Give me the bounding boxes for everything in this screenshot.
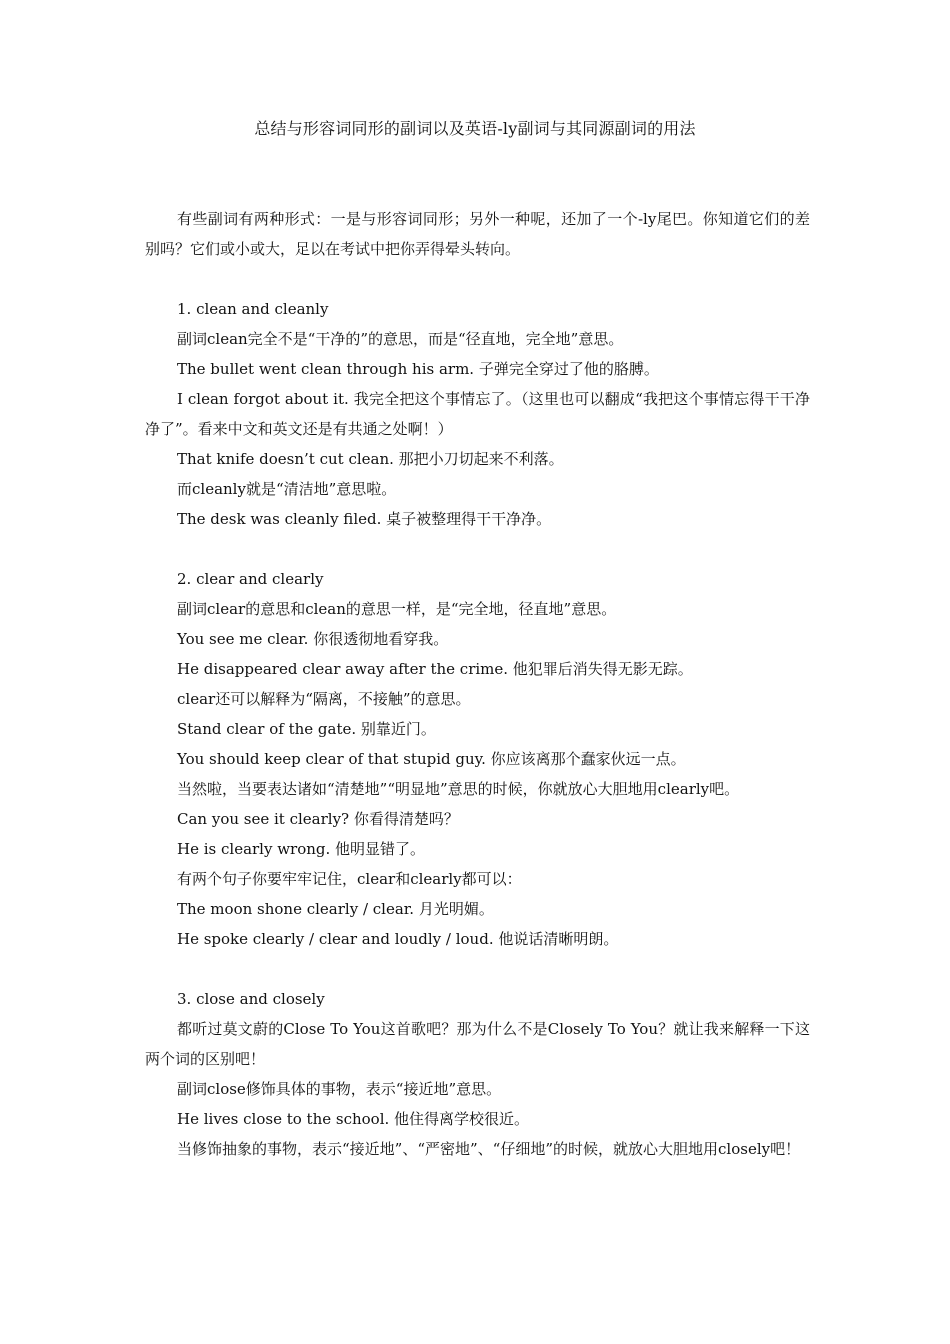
paragraph-gap (145, 534, 810, 564)
section-3-line: 当修饰抽象的事物，表示“接近地”、“严密地”、“仔细地”的时候，就放心大胆地用closely吧！ (177, 1140, 801, 1158)
section-2-line: 当然啦，当要表达诸如“清楚地”“明显地”意思的时候，你就放心大胆地用clearly吧。 (177, 780, 740, 798)
section-2-line: He disappeared clear away after the crime. 他犯罪后消失得无影无踪。 (177, 660, 693, 678)
section-2-line: Can you see it clearly? 你看得清楚吗？ (177, 810, 459, 828)
document-body (145, 204, 810, 1164)
section-1-line: I clean forgot about it. 我完全把这个事情忘了。（这里也可以翻成“我把这个事情忘得干干净净了”。看来中文和英文还是有共通之处啊！） (145, 390, 810, 438)
intro-paragraph: 有些副词有两种形式：一是与形容词同形；另外一种呢，还加了一个-ly尾巴。你知道它们的差别吗？它们或小或大，足以在考试中把你弄得晕头转向。 (145, 210, 810, 258)
section-3-heading: 3. close and closely (177, 990, 325, 1008)
section-2-line: You see me clear. 你很透彻地看穿我。 (177, 630, 449, 648)
section-1-line: The desk was cleanly filed. 桌子被整理得干干净净。 (177, 510, 552, 528)
paragraph-gap (145, 264, 810, 294)
section-2-line: You should keep clear of that stupid guy. 你应该离那个蠢家伙远一点。 (177, 750, 686, 768)
section-2-line: 有两个句子你要牢牢记住，clear和clearly都可以： (177, 870, 522, 888)
section-2-line: clear还可以解释为“隔离，不接触”的意思。 (177, 690, 471, 708)
section-2-line: The moon shone clearly / clear. 月光明媚。 (177, 900, 494, 918)
section-2-line: He is clearly wrong. 他明显错了。 (177, 840, 426, 858)
section-3-line: 副词close修饰具体的事物，表示“接近地”意思。 (177, 1080, 502, 1098)
section-2-line: Stand clear of the gate. 别靠近门。 (177, 720, 436, 738)
section-3-line: He lives close to the school. 他住得离学校很近。 (177, 1110, 530, 1128)
section-2-heading: 2. clear and clearly (177, 570, 324, 588)
section-2-line: 副词clear的意思和clean的意思一样，是“完全地，径直地”意思。 (177, 600, 617, 618)
section-3-line: 都听过莫文蔚的Close To You这首歌吧？那为什么不是Closely To You？就让我来解释一下这两个词的区别吧！ (145, 1020, 810, 1068)
document-title: 总结与形容词同形的副词以及英语-ly副词与其同源副词的用法 (254, 119, 696, 138)
section-1-line: 而cleanly就是“清洁地”意思啦。 (177, 480, 397, 498)
section-1-line: That knife doesn’t cut clean. 那把小刀切起来不利落。 (177, 450, 564, 468)
section-1-heading: 1. clean and cleanly (177, 300, 329, 318)
paragraph-gap (145, 954, 810, 984)
section-1-line: The bullet went clean through his arm. 子弹完全穿过了他的胳膊。 (177, 360, 659, 378)
section-1-line: 副词clean完全不是“干净的”的意思，而是“径直地，完全地”意思。 (177, 330, 624, 348)
section-2-line: He spoke clearly / clear and loudly / loud. 他说话清晰明朗。 (177, 930, 619, 948)
